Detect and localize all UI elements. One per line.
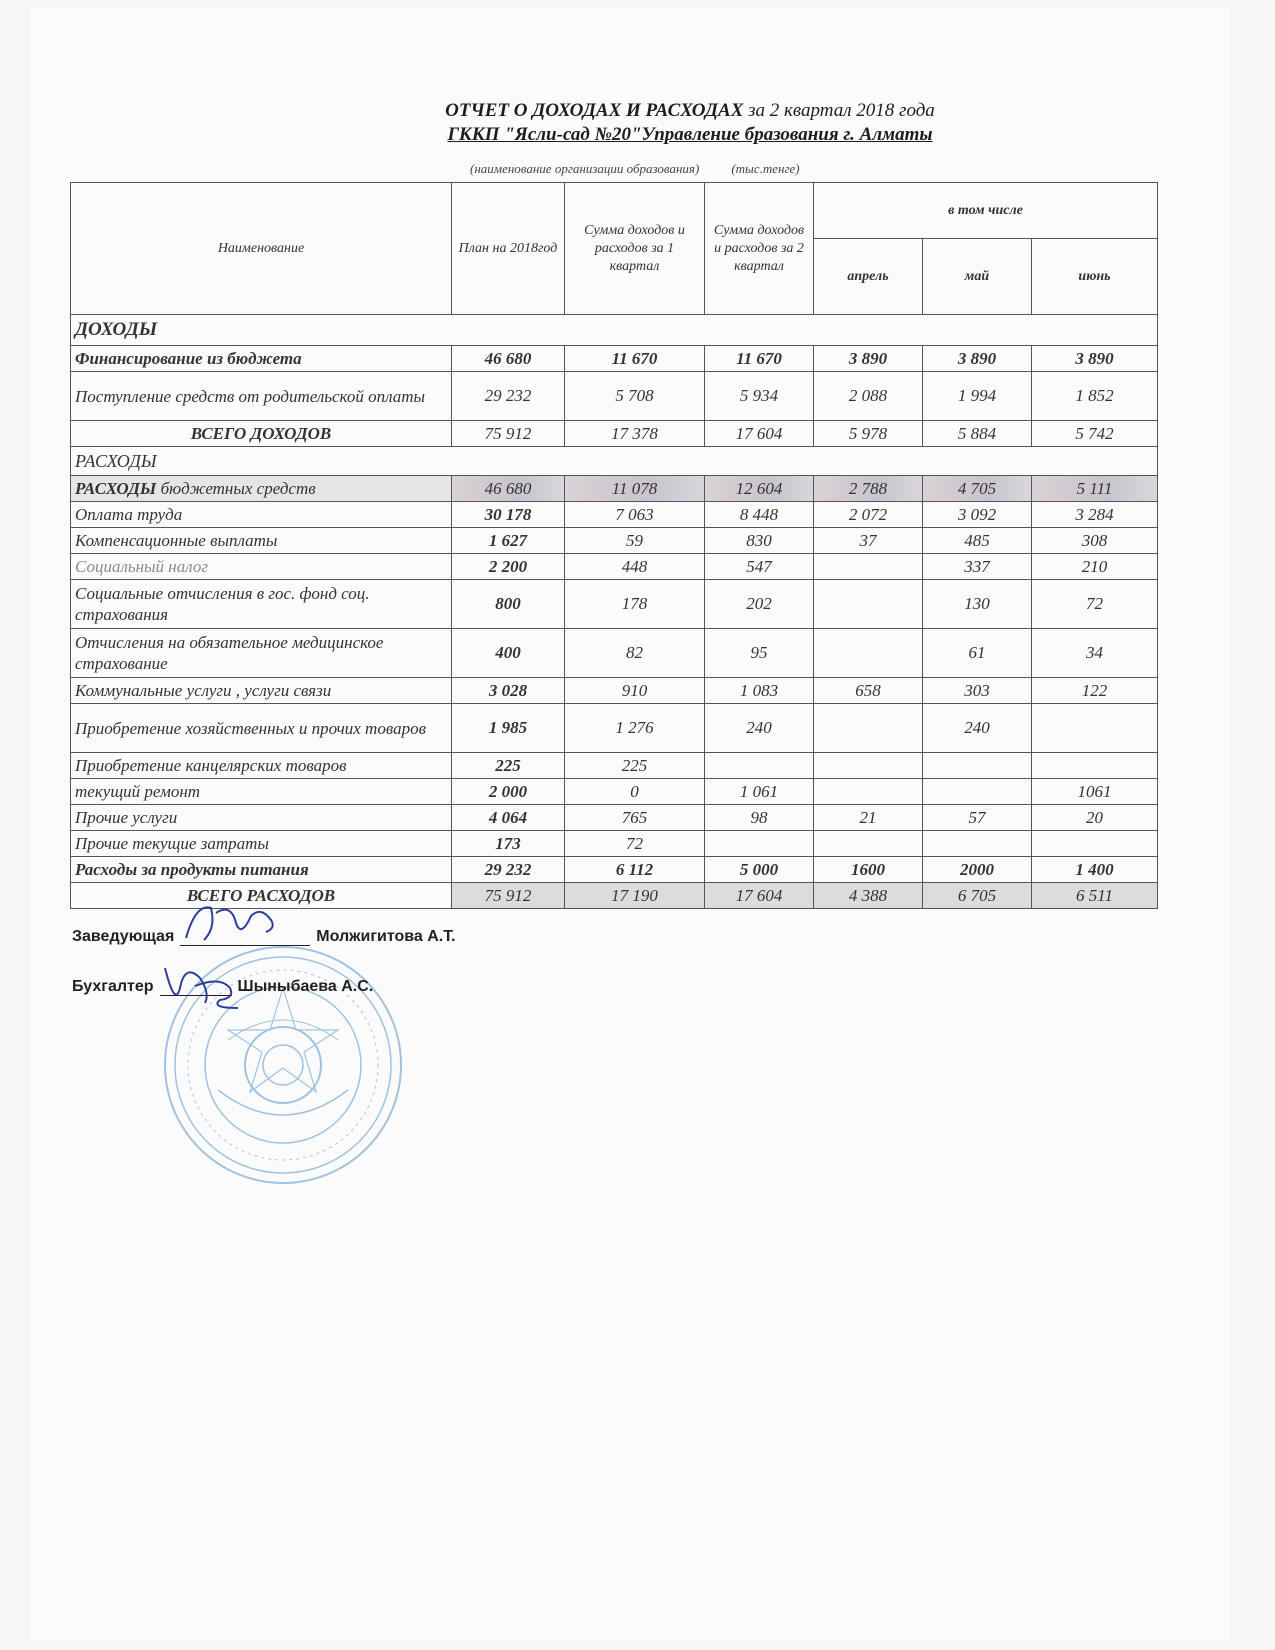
budget-expenses-row (71, 476, 1158, 502)
cell-q2: 17 604 (705, 883, 814, 909)
cell-q1: 910 (565, 678, 705, 704)
cell-april: 21 (814, 805, 923, 831)
cell-june: 1 852 (1032, 372, 1158, 421)
cell-q1: 72 (565, 831, 705, 857)
food-expenses-row (71, 857, 1158, 883)
cell-june (1032, 753, 1158, 779)
subtitle (470, 161, 970, 177)
cell-april: 4 388 (814, 883, 923, 909)
cell-plan: 29 232 (452, 857, 565, 883)
cell-q1: 765 (565, 805, 705, 831)
cell-june (1032, 704, 1158, 753)
section-income (71, 315, 1158, 346)
row-name: ВСЕГО РАСХОДОВ (71, 883, 452, 909)
cell-june: 210 (1032, 554, 1158, 580)
cell-april (814, 704, 923, 753)
col-header-april: апрель (814, 239, 923, 315)
cell-plan: 4 064 (452, 805, 565, 831)
row-name: Социальные отчисления в гос. фонд соц. страхования (71, 580, 452, 629)
row-name: Расходы за продукты питания (71, 857, 452, 883)
cell-april: 658 (814, 678, 923, 704)
cell-june: 72 (1032, 580, 1158, 629)
accountant-role: Бухгалтер (72, 978, 154, 995)
section-income-title: ДОХОДЫ (71, 315, 1158, 346)
cell-q2: 12 604 (705, 476, 814, 502)
income-total-row (71, 421, 1158, 447)
cell-april (814, 753, 923, 779)
cell-may: 3 092 (923, 502, 1032, 528)
cell-q1: 6 112 (565, 857, 705, 883)
row-name: Приобретение хозяйственных и прочих товаров (71, 704, 452, 753)
cell-q2: 8 448 (705, 502, 814, 528)
accountant-name: Шыныбаева А.С. (237, 978, 374, 995)
cell-may: 337 (923, 554, 1032, 580)
row-name: Финансирование из бюджета (71, 346, 452, 372)
cell-june (1032, 831, 1158, 857)
col-header-q2: Сумма доходов и расходов за 2 квартал (705, 183, 814, 315)
cell-q1: 5 708 (565, 372, 705, 421)
table-row (71, 372, 1158, 421)
units-label: (тыс.тенге) (731, 161, 800, 176)
cell-q1: 7 063 (565, 502, 705, 528)
cell-plan: 46 680 (452, 476, 565, 502)
cell-june: 5 111 (1032, 476, 1158, 502)
cell-plan: 75 912 (452, 883, 565, 909)
cell-june: 34 (1032, 629, 1158, 678)
cell-q1: 225 (565, 753, 705, 779)
table-row (71, 346, 1158, 372)
col-header-including: в том числе (814, 183, 1158, 239)
cell-plan: 400 (452, 629, 565, 678)
cell-may (923, 831, 1032, 857)
cell-june: 308 (1032, 528, 1158, 554)
cell-april: 2 072 (814, 502, 923, 528)
table-row (71, 554, 1158, 580)
cell-q2 (705, 831, 814, 857)
cell-may: 6 705 (923, 883, 1032, 909)
cell-plan: 2 200 (452, 554, 565, 580)
cell-may: 3 890 (923, 346, 1032, 372)
table-row (71, 629, 1158, 678)
row-name: Отчисления на обязательное медицинское страхование (71, 629, 452, 678)
cell-plan: 225 (452, 753, 565, 779)
row-name: Социальный налог (71, 554, 452, 580)
cell-q2: 202 (705, 580, 814, 629)
table-row (71, 779, 1158, 805)
table-row (71, 704, 1158, 753)
table-row (71, 831, 1158, 857)
cell-q1: 178 (565, 580, 705, 629)
cell-june: 1061 (1032, 779, 1158, 805)
cell-june: 122 (1032, 678, 1158, 704)
table-row (71, 580, 1158, 629)
cell-q1: 17 378 (565, 421, 705, 447)
cell-may: 61 (923, 629, 1032, 678)
report-title (300, 99, 1080, 147)
cell-may: 2000 (923, 857, 1032, 883)
section-expenses (71, 447, 1158, 476)
table-row (71, 805, 1158, 831)
col-header-q1: Сумма доходов и расходов за 1 квартал (565, 183, 705, 315)
cell-april: 1600 (814, 857, 923, 883)
cell-june: 6 511 (1032, 883, 1158, 909)
organization-name: ГККП "Ясли-сад №20"Управление бразования г. Алматы (447, 124, 933, 145)
head-signature-icon (176, 898, 286, 948)
title-rest: за 2 квартал 2018 года (743, 100, 935, 121)
cell-plan: 1 985 (452, 704, 565, 753)
row-name: Компенсационные выплаты (71, 528, 452, 554)
cell-plan: 46 680 (452, 346, 565, 372)
cell-q2 (705, 753, 814, 779)
cell-april (814, 580, 923, 629)
cell-q2: 11 670 (705, 346, 814, 372)
row-name-rest: бюджетных средств (156, 479, 316, 498)
col-header-plan: План на 2018год (452, 183, 565, 315)
row-name (71, 476, 452, 502)
table-row (71, 502, 1158, 528)
cell-june: 3 890 (1032, 346, 1158, 372)
head-role: Заведующая (72, 928, 175, 945)
cell-may (923, 753, 1032, 779)
cell-plan: 173 (452, 831, 565, 857)
cell-plan: 75 912 (452, 421, 565, 447)
table-row (71, 678, 1158, 704)
cell-q2: 1 061 (705, 779, 814, 805)
col-header-may: май (923, 239, 1032, 315)
cell-june: 5 742 (1032, 421, 1158, 447)
cell-q1: 82 (565, 629, 705, 678)
cell-q2: 17 604 (705, 421, 814, 447)
cell-may: 485 (923, 528, 1032, 554)
cell-plan: 2 000 (452, 779, 565, 805)
cell-q1: 59 (565, 528, 705, 554)
cell-may (923, 779, 1032, 805)
row-name: Прочие текущие затраты (71, 831, 452, 857)
head-name: Молжигитова А.Т. (316, 928, 456, 945)
cell-plan: 3 028 (452, 678, 565, 704)
cell-may: 4 705 (923, 476, 1032, 502)
row-name: Оплата труда (71, 502, 452, 528)
cell-q2: 547 (705, 554, 814, 580)
row-name: текущий ремонт (71, 779, 452, 805)
table-row (71, 528, 1158, 554)
cell-plan: 1 627 (452, 528, 565, 554)
cell-q2: 5 934 (705, 372, 814, 421)
cell-june: 1 400 (1032, 857, 1158, 883)
cell-q2: 95 (705, 629, 814, 678)
cell-may: 5 884 (923, 421, 1032, 447)
organization-hint: (наименование организации образования) (470, 161, 700, 176)
row-name: Поступление средств от родительской оплаты (71, 372, 452, 421)
cell-q1: 17 190 (565, 883, 705, 909)
cell-may: 240 (923, 704, 1032, 753)
cell-q2: 830 (705, 528, 814, 554)
row-name: ВСЕГО ДОХОДОВ (71, 421, 452, 447)
cell-april (814, 554, 923, 580)
table-row (71, 753, 1158, 779)
accountant-signature-icon (150, 958, 250, 1018)
cell-q1: 0 (565, 779, 705, 805)
cell-may: 57 (923, 805, 1032, 831)
cell-june: 3 284 (1032, 502, 1158, 528)
cell-april: 5 978 (814, 421, 923, 447)
cell-q2: 98 (705, 805, 814, 831)
cell-plan: 800 (452, 580, 565, 629)
cell-june: 20 (1032, 805, 1158, 831)
cell-q2: 5 000 (705, 857, 814, 883)
col-header-june: июнь (1032, 239, 1158, 315)
cell-april: 37 (814, 528, 923, 554)
section-expenses-title: РАСХОДЫ (71, 447, 1158, 476)
cell-april: 2 088 (814, 372, 923, 421)
cell-q1: 11 670 (565, 346, 705, 372)
cell-plan: 29 232 (452, 372, 565, 421)
cell-q1: 448 (565, 554, 705, 580)
title-bold: ОТЧЕТ О ДОХОДАХ И РАСХОДАХ (445, 100, 744, 121)
cell-plan: 30 178 (452, 502, 565, 528)
cell-april (814, 629, 923, 678)
cell-april: 2 788 (814, 476, 923, 502)
cell-may: 1 994 (923, 372, 1032, 421)
cell-april: 3 890 (814, 346, 923, 372)
cell-may: 130 (923, 580, 1032, 629)
cell-q2: 240 (705, 704, 814, 753)
cell-q2: 1 083 (705, 678, 814, 704)
row-name: Приобретение канцелярских товаров (71, 753, 452, 779)
cell-april (814, 779, 923, 805)
report-table (70, 182, 1158, 909)
cell-may: 303 (923, 678, 1032, 704)
row-name-bold: РАСХОДЫ (75, 479, 157, 498)
row-name: Прочие услуги (71, 805, 452, 831)
cell-q1: 1 276 (565, 704, 705, 753)
cell-april (814, 831, 923, 857)
cell-q1: 11 078 (565, 476, 705, 502)
col-header-name: Наименование (71, 183, 452, 315)
row-name: Коммунальные услуги , услуги связи (71, 678, 452, 704)
